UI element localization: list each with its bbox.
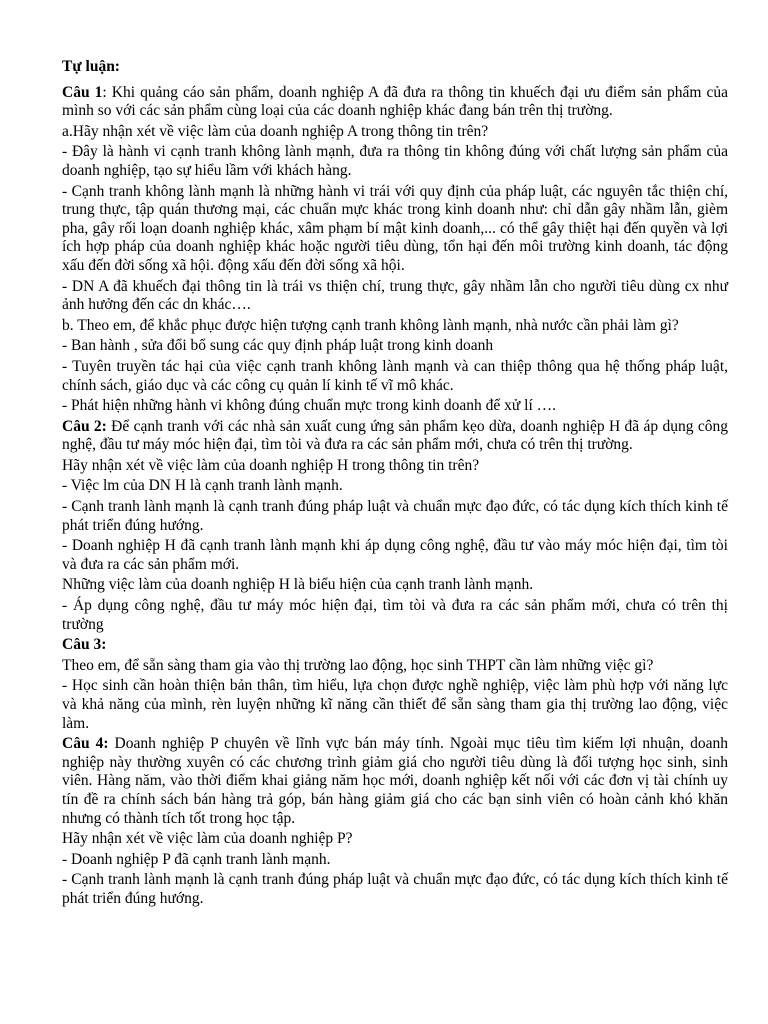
paragraph-text: Hãy nhận xét về việc làm của doanh nghiệp P? (62, 830, 353, 848)
question-label: Câu 1 (62, 83, 103, 101)
paragraph-text: - Tuyên truyền tác hại của việc cạnh tranh không lành mạnh và can thiệp thông qua hệ thống pháp luật, chính sách, giáo dục và các công cụ quản lí kinh tế vĩ mô khác. (62, 357, 728, 394)
paragraph-text: Để cạnh tranh với các nhà sản xuất cung ứng sản phẩm kẹo dừa, doanh nghiệp H đã áp dụng công nghệ, đầu tư máy móc hiện đại, tìm tòi và đưa ra các sản phẩm mới, chưa có trên thị trường. (62, 417, 728, 454)
section-heading-text: Tự luận: (62, 58, 120, 75)
paragraph (62, 735, 728, 828)
question-label: Câu 2: (62, 417, 107, 435)
paragraph-text: - Học sinh cần hoàn thiện bản thân, tìm hiểu, lựa chọn được nghề nghiệp, việc làm phù hợp với năng lực và khả năng của mình, rèn luyện những kĩ năng cần thiết để sẵn sàng tham gia thị trường lao động, việc làm. (62, 677, 728, 732)
paragraph (62, 597, 728, 634)
paragraph-text: : Khi quảng cáo sản phẩm, doanh nghiệp A đã đưa ra thông tin khuếch đại ưu điểm sản phẩm của mình so với các sản phẩm cùng loại của các doanh nghiệp khác đang bán trên thị trường. (62, 83, 728, 120)
document-page (62, 58, 728, 911)
paragraph (62, 84, 728, 121)
paragraph (62, 576, 728, 595)
paragraph (62, 477, 728, 496)
paragraph-text: Doanh nghiệp P chuyên về lĩnh vực bán máy tính. Ngoài mục tiêu tìm kiếm lợi nhuận, doanh nghiệp này thường xuyên có các chương trình giảm giá cho người tiêu dùng là đối tượng học sinh, sinh viên. Hàng năm, vào thời điểm khai giảng năm học mới, doanh nghiệp kết nối với các đơn vị tài chính uy tín đề ra chính sách bán hàng trả góp, bán hàng giảm giá cho các bạn sinh viên có hoàn cảnh khó khăn nhưng có thành tích tốt trong học tập. (62, 735, 728, 827)
paragraph-text: - Cạnh tranh không lành mạnh là những hành vi trái với quy định của pháp luật, các nguyên tắc thiện chí, trung thực, tập quán thương mại, các chuẩn mực khác trong kinh doanh như: chỉ dẫn gây nhầm lẫn, gièm pha, gây rối loạn doanh nghiệp khác, xâm phạm bí mật kinh doanh,... có thể gây thiệt hại đến quyền và lợi ích hợp pháp của doanh nghiệp khác hoặc người tiêu dùng, tổn hại đến môi trường kinh doanh, tác động xấu đến đời sống xã hội. động xấu đến đời sống xã hội. (62, 182, 728, 274)
paragraph (62, 871, 728, 908)
question-label: Câu 4: (62, 735, 109, 753)
paragraph-text: - Việc lm của DN H là cạnh tranh lành mạnh. (62, 477, 343, 495)
paragraph (62, 498, 728, 535)
paragraph (62, 123, 728, 142)
paragraph-text: Theo em, để sẵn sàng tham gia vào thị trường lao động, học sinh THPT cần làm những việc gì? (62, 656, 654, 674)
paragraph-text: - Cạnh tranh lành mạnh là cạnh tranh đúng pháp luật và chuẩn mực đạo đức, có tác dụng kích thích kinh tế phát triển đúng hướng. (62, 871, 728, 907)
paragraph-text: - Doanh nghiệp P đã cạnh tranh lành mạnh. (62, 850, 331, 868)
paragraph-text: - Doanh nghiệp H đã cạnh tranh lành mạnh khi áp dụng công nghệ, đầu tư vào máy móc hiện đại, tìm tòi và đưa ra các sản phẩm mới. (62, 537, 728, 573)
paragraph (62, 457, 728, 476)
paragraph-text: Những việc làm của doanh nghiệp H là biểu hiện của cạnh tranh lành mạnh. (62, 576, 534, 594)
paragraph-text: - Đây là hành vi cạnh tranh không lành mạnh, đưa ra thông tin không đúng với chất lượng sản phẩm của doanh nghiệp, tạo sự hiểu lầm với khách hàng. (62, 143, 728, 179)
paragraph (62, 657, 728, 676)
paragraph (62, 358, 728, 395)
paragraph-text: b. Theo em, để khắc phục được hiện tượng cạnh tranh không lành mạnh, nhà nước cần phải làm gì? (62, 316, 679, 334)
paragraph (62, 851, 728, 870)
paragraph-text: a.Hãy nhận xét về việc làm của doanh nghiệp A trong thông tin trên? (62, 122, 489, 140)
paragraph (62, 830, 728, 849)
section-heading (62, 58, 728, 77)
paragraph-text: - DN A đã khuếch đại thông tin là trái vs thiện chí, trung thực, gây nhầm lẫn cho người tiêu dùng cx như ảnh hưởng đến các dn khác…. (62, 277, 728, 314)
paragraph (62, 636, 728, 655)
paragraph-text: - Phát hiện những hành vi không đúng chuẩn mực trong kinh doanh để xử lí …. (62, 397, 557, 415)
paragraph-text: - Ban hành , sửa đổi bổ sung các quy định pháp luật trong kinh doanh (62, 337, 494, 355)
paragraph (62, 418, 728, 455)
paragraph (62, 677, 728, 733)
paragraph (62, 183, 728, 276)
paragraph-text: - Áp dụng công nghệ, đầu tư máy móc hiện đại, tìm tòi và đưa ra các sản phẩm mới, chưa có trên thị trường (62, 597, 728, 633)
paragraph (62, 143, 728, 180)
question-label: Câu 3: (62, 636, 107, 654)
paragraph (62, 278, 728, 315)
paragraph (62, 397, 728, 416)
paragraph (62, 317, 728, 336)
paragraph (62, 337, 728, 356)
paragraph-text: - Cạnh tranh lành mạnh là cạnh tranh đúng pháp luật và chuẩn mực đạo đức, có tác dụng kích thích kinh tế phát triển đúng hướng. (62, 498, 728, 534)
paragraph-text: Hãy nhận xét về việc làm của doanh nghiệp H trong thông tin trên? (62, 456, 480, 474)
paragraph (62, 537, 728, 574)
